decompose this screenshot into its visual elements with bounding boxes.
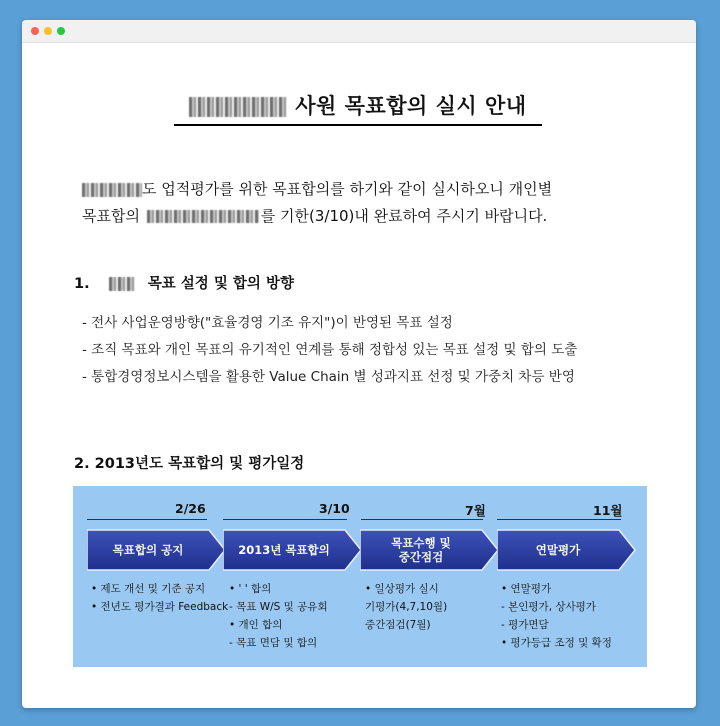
list-item: - 조직 목표와 개인 목표의 유기적인 연계를 통해 정합성 있는 목표 설정 및 합의 도출 — [82, 342, 578, 358]
section2-heading: 2. 2013년도 목표합의 및 평가일정 — [74, 456, 305, 472]
stage-arrow-execution — [360, 526, 500, 574]
date-underline — [361, 519, 483, 520]
detail-item: 중간점검(7월) — [365, 619, 431, 631]
detail-item: • 연말평가 — [501, 583, 552, 595]
blurred-title-year — [189, 97, 287, 117]
list-item: - 통합경영정보시스템을 활용한 Value Chain 별 성과지표 선정 및 가중치 차등 반영 — [82, 369, 575, 385]
stage-arrow-year-end — [497, 526, 637, 574]
date-underline — [87, 519, 207, 520]
detail-item: • 일상평가 실시 — [365, 583, 439, 595]
list-item: - 전사 사업운영방향("효율경영 기조 유지")이 반영된 목표 설정 — [82, 315, 453, 331]
stage-details — [229, 580, 328, 652]
stage-label: 2013년 목표합의 — [238, 543, 330, 557]
intro-line2-end: 를 기한(3/10)내 완료하여 주시기 바랍니다. — [260, 207, 548, 225]
window-titlebar — [22, 20, 696, 43]
detail-item: 기평가(4,7,10월) — [365, 601, 448, 613]
detail-item: - 본인평가, 상사평가 — [501, 601, 596, 613]
title-text: 사원 목표합의 실시 안내 — [295, 94, 527, 118]
date-label: 7월 — [465, 503, 486, 518]
document-window — [22, 20, 696, 708]
date-underline — [223, 519, 347, 520]
stage-label: 목표합의 공지 — [112, 543, 184, 557]
section1-list — [82, 310, 682, 391]
stage-label: 연말평가 — [535, 543, 581, 557]
date-label: 11월 — [593, 503, 623, 518]
intro-line1: 도 업적평가를 위한 목표합의를 하기와 같이 실시하오니 개인별 — [142, 180, 553, 198]
minimize-window-button[interactable] — [44, 27, 52, 35]
blurred-period — [147, 210, 259, 223]
detail-item: • ' ' 합의 — [229, 583, 272, 595]
stage-details — [501, 580, 612, 652]
stage-details — [91, 580, 228, 616]
schedule-timeline — [73, 486, 647, 667]
detail-item: - 목표 W/S 및 공유회 — [229, 601, 328, 613]
detail-item: • 제도 개선 및 기준 공지 — [91, 583, 206, 595]
stage-arrow-agreement — [223, 526, 363, 574]
detail-item: - 평가면담 — [501, 619, 549, 631]
close-window-button[interactable] — [31, 27, 39, 35]
stage-details — [365, 580, 447, 634]
detail-item: • 개인 합의 — [229, 619, 283, 631]
stage-label: 목표수행 및 중간점검 — [391, 536, 451, 564]
intro-paragraph — [82, 176, 662, 230]
detail-item: • 평가등급 조정 및 확정 — [501, 637, 612, 649]
intro-line2-start: 목표합의 — [82, 207, 140, 225]
date-label: 3/10 — [319, 501, 350, 516]
date-label: 2/26 — [175, 501, 206, 516]
stage-arrow-announcement — [87, 526, 227, 574]
detail-item: • 전년도 평가결과 Feedback — [91, 601, 229, 613]
blurred-year — [82, 183, 142, 197]
maximize-window-button[interactable] — [57, 27, 65, 35]
section1-heading: 1. 목표 설정 및 합의 방향 — [74, 276, 294, 292]
blurred-year-small — [109, 277, 135, 291]
document-title — [174, 90, 542, 126]
detail-item: - 목표 면담 및 합의 — [229, 637, 318, 649]
date-underline — [497, 519, 621, 520]
